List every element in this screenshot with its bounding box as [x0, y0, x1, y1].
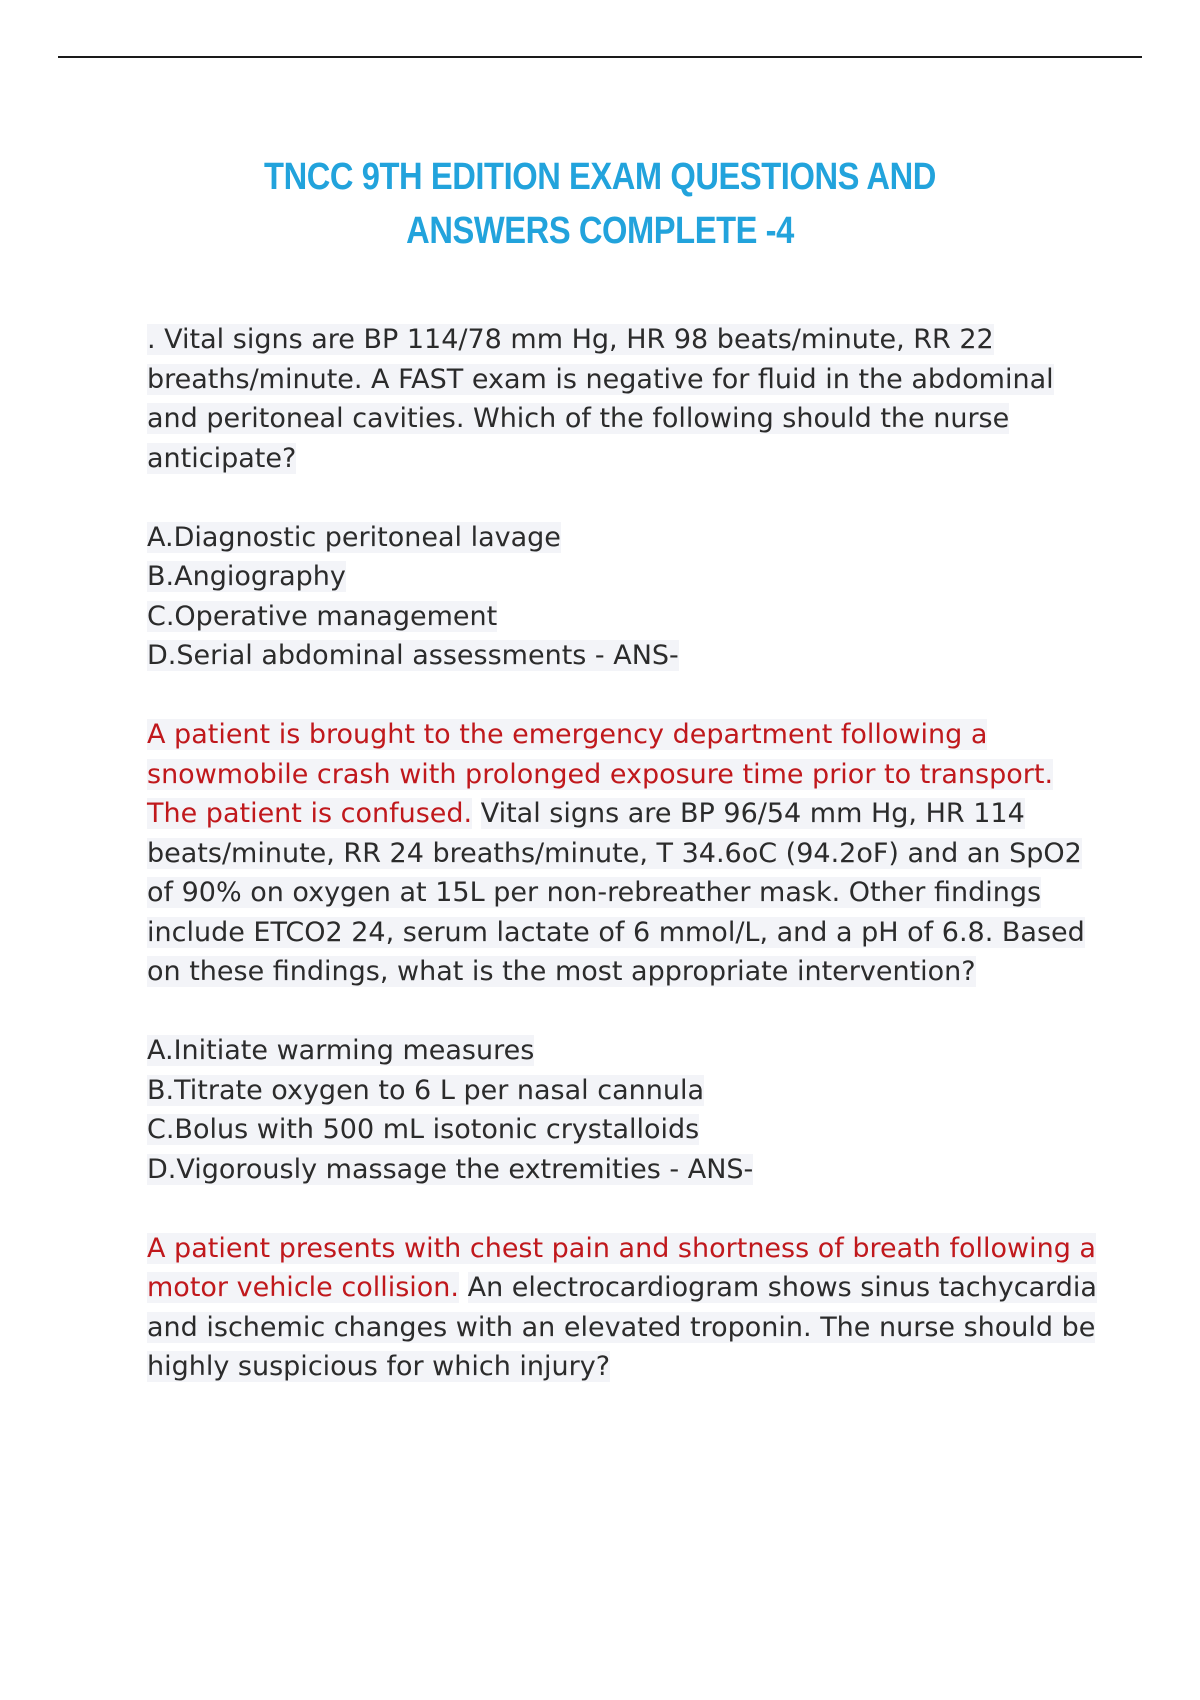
question-1-stem — [147, 320, 1107, 478]
question-2-options — [147, 1031, 1107, 1189]
question-2-option-d: D.Vigorously massage the extremities - ANS- — [147, 1153, 754, 1185]
document-title: TNCC 9TH EDITION EXAM QUESTIONS AND ANSWERS COMPLETE -4 — [264, 156, 936, 252]
question-2-option-a: A.Initiate warming measures — [147, 1035, 535, 1066]
question-1-option-c: C.Operative management — [147, 600, 498, 632]
question-1-option-d: D.Serial abdominal assessments - ANS- — [147, 640, 679, 671]
question-2-stem — [147, 715, 1107, 992]
question-3-stem-text: An electrocardiogram shows sinus tachycardia and ischemic changes with an elevated troponin. The nurse should be highly suspicious for which injury? — [147, 1272, 1097, 1382]
question-2-option-c: C.Bolus with 500 mL isotonic crystalloids — [147, 1114, 700, 1145]
question-1-options — [147, 518, 1107, 676]
question-2-stem-highlight: A patient is brought to the emergency department following a snowmobile crash with prolonged exposure time prior to transport. The patient is confused. — [147, 719, 1054, 829]
document-body — [147, 320, 1107, 1426]
question-1-option-a: A.Diagnostic peritoneal lavage — [147, 521, 561, 553]
question-1-stem-text: . Vital signs are BP 114/78 mm Hg, HR 98 beats/minute, RR 22 breaths/minute. A FAST exam is negative for fluid in the abdominal and peritoneal cavities. Which of the following should the nurse anticipate? — [147, 324, 1054, 474]
top-rule — [58, 56, 1142, 58]
question-3-stem-highlight: A patient presents with chest pain and shortness of breath following a motor vehicle collision. — [147, 1232, 1096, 1303]
question-2-stem-text: Vital signs are BP 96/54 mm Hg, HR 114 beats/minute, RR 24 breaths/minute, T 34.6oC (94.2oF) and an SpO2 of 90% on oxygen at 15L per non-rebreather mask. Other findings include ETCO2 24, serum lactate of 6 mmol/L, and a pH of 6.8. Based on these findings, what is the most appropriate intervention? — [147, 798, 1085, 987]
question-1-option-b: B.Angiography — [147, 561, 346, 592]
question-3-stem — [147, 1229, 1107, 1387]
question-2-option-b: B.Titrate oxygen to 6 L per nasal cannula — [147, 1074, 705, 1106]
